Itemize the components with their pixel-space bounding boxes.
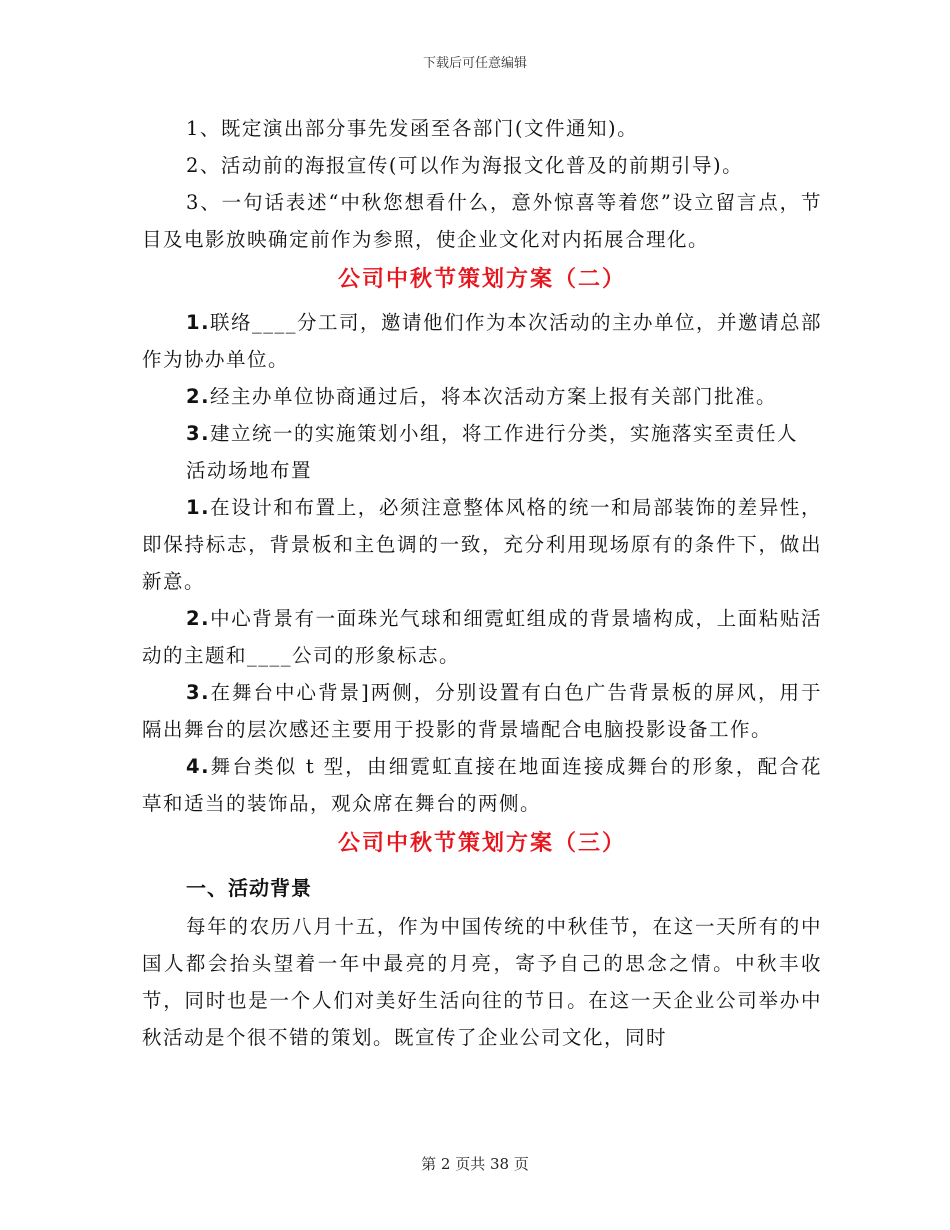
section-heading-2: 公司中秋节策划方案（二） xyxy=(337,267,626,292)
venue-item-3 xyxy=(142,674,822,748)
list-text: 舞台类似 t 型，由细霓虹直接在地面连接成舞台的形象，配合花草和适当的装饰品，观众席在舞台的两侧。 xyxy=(142,755,822,815)
page-footer: 第 2 页共 38 页 xyxy=(421,1155,529,1173)
list-item-2 xyxy=(142,378,822,415)
list-item-1 xyxy=(142,304,822,378)
list-text: 在舞台中心背景]两侧，分别设置有白色广告背景板的屏风，用于隔出舞台的层次感还主要用于投影的背景墙配合电脑投影设备工作。 xyxy=(142,681,822,741)
list-number: 4. xyxy=(186,755,210,778)
venue-item-1 xyxy=(142,489,822,600)
subheading-activity-background: 一、活动背景 xyxy=(186,876,312,900)
venue-item-2 xyxy=(142,600,822,674)
section-heading-3: 公司中秋节策划方案（三） xyxy=(337,831,626,856)
page-header: 下载后可任意编辑 xyxy=(422,56,527,71)
list-text: 中心背景有一面珠光气球和细霓虹组成的背景墙构成，上面粘贴活动的主题和____公司的形象标志。 xyxy=(142,607,822,667)
list-item-3 xyxy=(142,415,822,452)
list-text: 联络____分工司，邀请他们作为本次活动的主办单位，并邀请总部作为协办单位。 xyxy=(142,311,822,371)
list-number: 3. xyxy=(186,422,210,445)
paragraph-1: 1、既定演出部分事先发函至各部门(文件通知)。 xyxy=(186,117,639,140)
document-body xyxy=(142,110,822,1056)
list-number: 1. xyxy=(186,496,210,519)
venue-item-4 xyxy=(142,748,822,822)
paragraph-3: 3、一句话表述“中秋您想看什么，意外惊喜等着您”设立留言点，节目及电影放映确定前作为参照，使企业文化对内拓展合理化。 xyxy=(142,191,822,251)
list-number: 2. xyxy=(186,607,210,630)
list-text: 在设计和布置上，必须注意整体风格的统一和局部装饰的差异性，即保持标志，背景板和主色调的一致，充分利用现场原有的条件下，做出新意。 xyxy=(142,496,822,593)
venue-subtitle: 活动场地布置 xyxy=(186,459,313,482)
background-paragraph: 每年的农历八月十五，作为中国传统的中秋佳节，在这一天所有的中国人都会抬头望着一年中最亮的月亮，寄予自己的思念之情。中秋丰收节，同时也是一个人们对美好生活向往的节日。在这一天企业公司举办中秋活动是个很不错的策划。既宣传了企业公司文化，同时 xyxy=(142,915,822,1049)
list-text: 建立统一的实施策划小组，将工作进行分类，实施落实至责任人 xyxy=(209,422,798,445)
list-text: 经主办单位协商通过后，将本次活动方案上报有关部门批准。 xyxy=(209,385,777,408)
list-number: 3. xyxy=(186,681,210,704)
paragraph-2: 2、活动前的海报宣传(可以作为海报文化普及的前期引导)。 xyxy=(186,154,744,177)
list-number: 2. xyxy=(186,385,210,408)
list-number: 1. xyxy=(186,311,210,334)
